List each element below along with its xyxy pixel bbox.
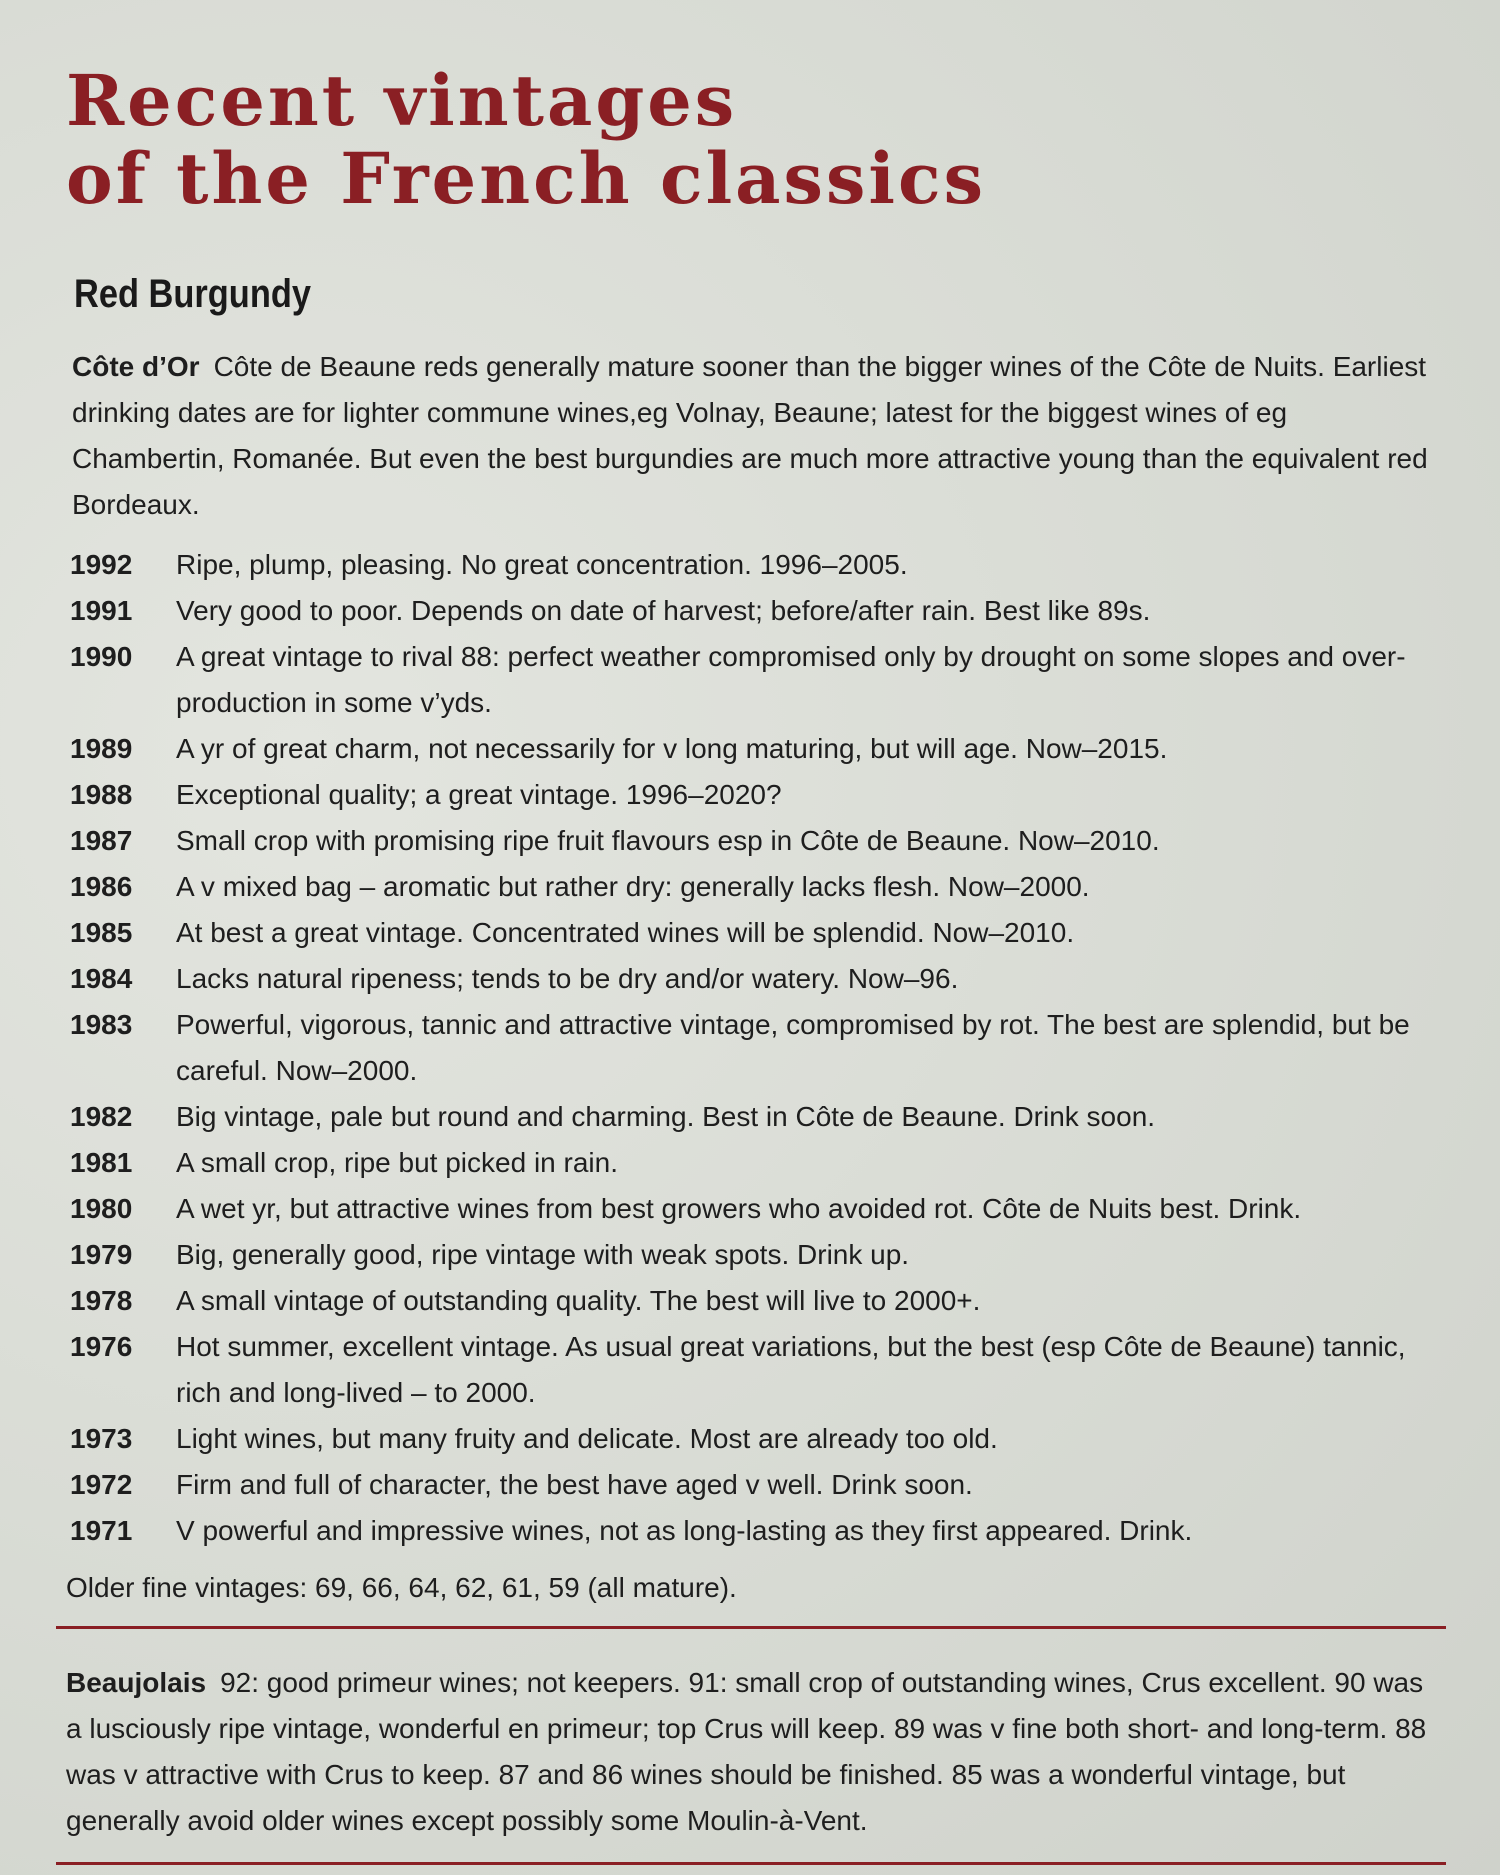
vintage-description: A wet yr, but attractive wines from best growers who avoided rot. Côte de Nuits best. Drink.: [176, 1193, 1302, 1224]
vintage-year: 1978: [70, 1285, 133, 1316]
vintage-description: Small crop with promising ripe fruit flavours esp in Côte de Beaune. Now–2010.: [176, 825, 1160, 856]
vintage-year: 1986: [70, 871, 133, 902]
vintage-row: [70, 588, 1440, 634]
vintage-year: 1984: [70, 963, 133, 994]
vintage-row: [70, 1278, 1440, 1324]
vintage-year: 1989: [70, 733, 133, 764]
vintage-year: 1992: [70, 549, 133, 580]
vintage-row: [70, 1094, 1440, 1140]
page-title: [66, 59, 986, 220]
vintage-row: [70, 818, 1440, 864]
vintage-row: [70, 726, 1440, 772]
vintage-description: A yr of great charm, not necessarily for v long maturing, but will age. Now–2015.: [176, 733, 1168, 764]
vintage-row: [70, 1324, 1440, 1416]
vintage-year: 1972: [70, 1469, 133, 1500]
intro-text: Côte de Beaune reds generally mature sooner than the bigger wines of the Côte de Nuits. Earliest drinking dates are for lighter commune wines,eg Volnay, Beaune; latest for the biggest wines of eg Chambertin, Romanée. But even the best burgundies are much more attractive young than the equivalent red Bordeaux.: [72, 351, 1428, 520]
vintage-year: 1971: [70, 1515, 133, 1546]
vintage-row: [70, 772, 1440, 818]
vintage-row: [70, 956, 1440, 1002]
vintage-row: [70, 910, 1440, 956]
vintage-row: [70, 1186, 1440, 1232]
vintage-description: A v mixed bag – aromatic but rather dry: generally lacks flesh. Now–2000.: [176, 871, 1090, 902]
vintage-description: A small vintage of outstanding quality. The best will live to 2000+.: [176, 1285, 981, 1316]
vintage-year: 1981: [70, 1147, 133, 1178]
vintage-description: V powerful and impressive wines, not as long-lasting as they first appeared. Drink.: [176, 1515, 1193, 1546]
vintage-row: [70, 864, 1440, 910]
divider-rule-bottom: [56, 1862, 1446, 1865]
vintage-year: 1983: [70, 1009, 133, 1040]
vintage-year: 1991: [70, 595, 133, 626]
vintage-year: 1980: [70, 1193, 133, 1224]
vintage-description: Big vintage, pale but round and charming. Best in Côte de Beaune. Drink soon.: [176, 1101, 1156, 1132]
vintage-description: At best a great vintage. Concentrated wines will be splendid. Now–2010.: [176, 917, 1075, 948]
vintage-year: 1985: [70, 917, 133, 948]
vintage-year: 1979: [70, 1239, 133, 1270]
vintage-row: [70, 1462, 1440, 1508]
intro-lead: Côte d’Or: [72, 351, 200, 382]
intro-paragraph: [72, 344, 1432, 528]
vintage-year: 1982: [70, 1101, 133, 1132]
vintage-year: 1988: [70, 779, 133, 810]
vintage-description: Powerful, vigorous, tannic and attractive vintage, compromised by rot. The best are splendid, but be careful. Now–2000.: [176, 1009, 1410, 1086]
vintage-description: Ripe, plump, pleasing. No great concentration. 1996–2005.: [176, 549, 908, 580]
beaujolais-lead: Beaujolais: [66, 1667, 207, 1698]
vintage-description: A great vintage to rival 88: perfect weather compromised only by drought on some slopes and over-production in some v’yds.: [176, 641, 1406, 718]
divider-rule: [56, 1626, 1446, 1629]
beaujolais-paragraph: [66, 1660, 1446, 1844]
vintage-row: [70, 542, 1440, 588]
vintage-description: Light wines, but many fruity and delicate. Most are already too old.: [176, 1423, 998, 1454]
vintage-description: Exceptional quality; a great vintage. 1996–2020?: [176, 779, 782, 810]
vintage-description: Very good to poor. Depends on date of harvest; before/after rain. Best like 89s.: [176, 595, 1151, 626]
vintage-year: 1990: [70, 641, 133, 672]
vintage-row: [70, 1140, 1440, 1186]
vintage-year: 1973: [70, 1423, 133, 1454]
vintage-row: [70, 634, 1440, 726]
vintage-row: [70, 1508, 1440, 1554]
vintage-description: Big, generally good, ripe vintage with weak spots. Drink up.: [176, 1239, 910, 1270]
vintage-year: 1976: [70, 1331, 133, 1362]
vintage-row: [70, 1416, 1440, 1462]
beaujolais-text: 92: good primeur wines; not keepers. 91: small crop of outstanding wines, Crus excellent. 90 was a lusciously ripe vintage, wonderful en primeur; top Crus will keep. 89 was v fine both short- and long-term. 88 was v attractive with Crus to keep. 87 and 86 wines should be finished. 85 was a wonderful vintage, but generally avoid older wines except possibly some Moulin-à-Vent.: [66, 1667, 1427, 1836]
vintage-description: Lacks natural ripeness; tends to be dry and/or watery. Now–96.: [176, 963, 959, 994]
page-title-line-2: of the French classics: [66, 137, 986, 220]
vintage-description: Hot summer, excellent vintage. As usual great variations, but the best (esp Côte de Beaune) tannic, rich and long-lived – to 2000.: [176, 1331, 1406, 1408]
older-vintages-note: Older fine vintages: 69, 66, 64, 62, 61, 59 (all mature).: [66, 1572, 737, 1603]
vintage-description: Firm and full of character, the best have aged v well. Drink soon.: [176, 1469, 973, 1500]
vintage-year: 1987: [70, 825, 133, 856]
vintage-description: A small crop, ripe but picked in rain.: [176, 1147, 618, 1178]
vintage-row: [70, 1002, 1440, 1094]
page-title-line-1: Recent vintages: [66, 59, 738, 142]
vintage-list: [70, 542, 1440, 1554]
section-heading-red-burgundy: Red Burgundy: [74, 272, 311, 316]
vintage-row: [70, 1232, 1440, 1278]
